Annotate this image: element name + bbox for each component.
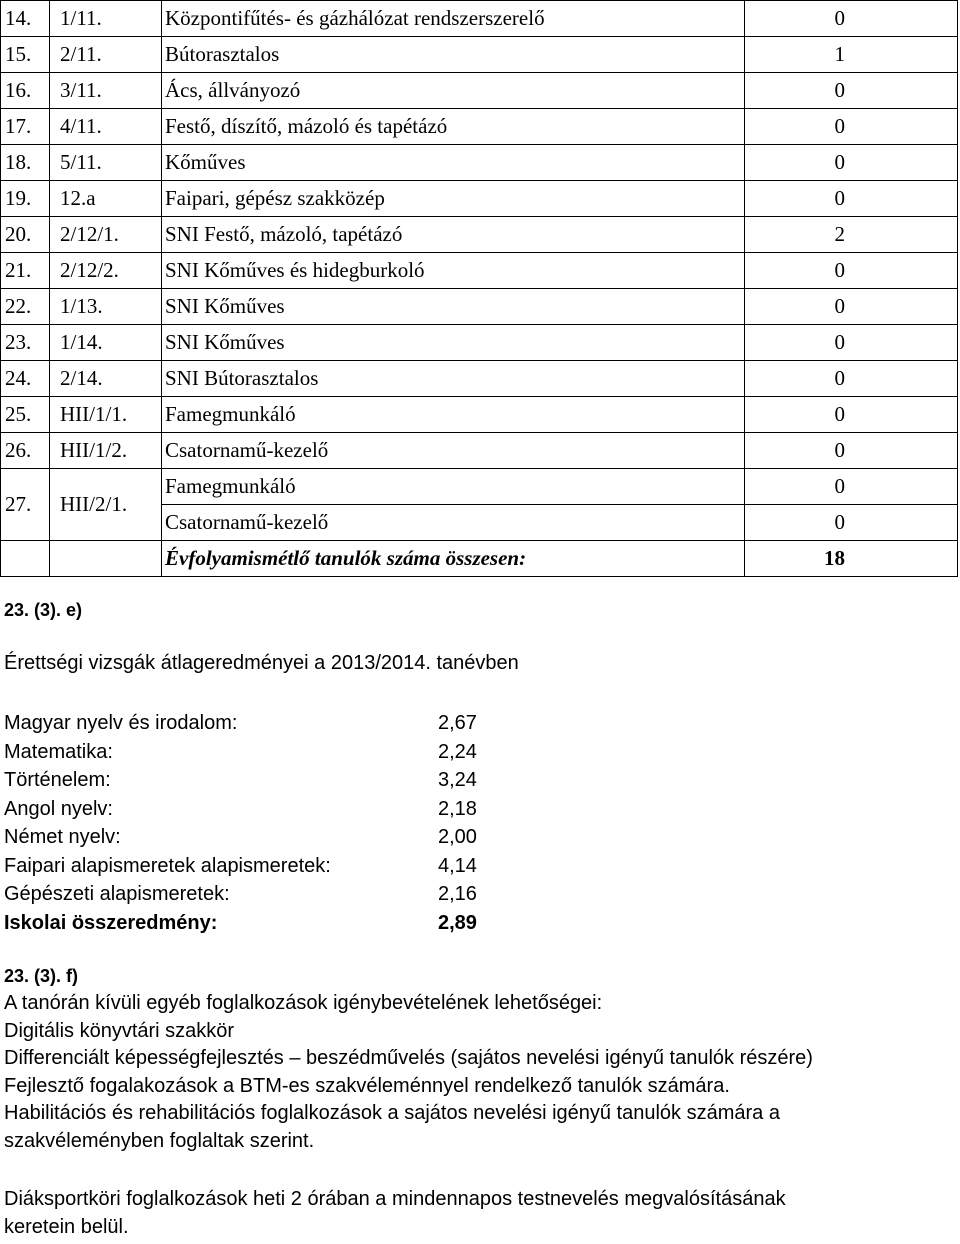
trade-name: Kőműves (162, 145, 745, 181)
table-row (1, 73, 958, 109)
subject-average: 2,18 (438, 797, 477, 820)
text-line: A tanórán kívüli egyéb foglalkozások igénybevételének lehetőségei: (4, 992, 603, 1014)
text-line: Habilitációs és rehabilitációs foglalkozások a sajátos nevelési igényű tanulók számára a (4, 1102, 780, 1124)
total-value: 18 (745, 541, 958, 577)
table-row (1, 433, 958, 469)
class-code: 1/11. (50, 1, 162, 37)
class-code: HII/1/2. (50, 433, 162, 469)
total-row (1, 541, 958, 577)
subject-label: Német nyelv: (4, 826, 121, 848)
row-number: 14. (1, 1, 50, 37)
row-number: 26. (1, 433, 50, 469)
class-code: 2/11. (50, 37, 162, 73)
sports-paragraph (4, 1188, 786, 1244)
empty-cell (1, 541, 50, 577)
class-code: 5/11. (50, 145, 162, 181)
repeater-count: 0 (745, 109, 958, 145)
subject-average: 2,16 (438, 883, 477, 905)
section-f-heading: 23. (3). f) (4, 966, 79, 986)
row-number: 27. (1, 469, 50, 541)
trade-name: Bútorasztalos (162, 37, 745, 73)
row-number: 20. (1, 217, 50, 253)
row-number: 15. (1, 37, 50, 73)
repeater-count: 0 (745, 73, 958, 109)
class-code: 2/14. (50, 361, 162, 397)
table-row (1, 325, 958, 361)
repeater-count: 0 (745, 361, 958, 397)
empty-cell (50, 541, 162, 577)
subject-average: 2,24 (438, 740, 477, 763)
row-number: 24. (1, 361, 50, 397)
text-line: Diáksportköri foglalkozások heti 2 órában a mindennapos testnevelés megvalósításának (4, 1188, 786, 1210)
text-line: Fejlesztő fogalakozások a BTM-es szakvéleménnyel rendelkező tanulók számára. (4, 1074, 730, 1097)
trade-name: Ács, állványozó (162, 73, 745, 109)
class-code: 4/11. (50, 109, 162, 145)
class-code: HII/1/1. (50, 397, 162, 433)
repeater-count: 2 (745, 217, 958, 253)
table-row (1, 253, 958, 289)
table-row (1, 181, 958, 217)
repeater-count: 0 (745, 433, 958, 469)
table-row (1, 397, 958, 433)
trade-name: SNI Kőműves (162, 289, 745, 325)
row-number: 22. (1, 289, 50, 325)
subject-label: Történelem: (4, 769, 111, 791)
trade-name: Központifűtés- és gázhálózat rendszerszerelő (162, 1, 745, 37)
subject-average: 2,67 (438, 712, 477, 734)
row-number: 25. (1, 397, 50, 433)
row-number: 23. (1, 325, 50, 361)
table-row (1, 109, 958, 145)
subject-label: Faipari alapismeretek alapismeretek: (4, 854, 331, 877)
repeater-count: 0 (745, 145, 958, 181)
subject-average: 3,24 (438, 769, 477, 791)
trade-name: SNI Kőműves (162, 325, 745, 361)
subject-label: Iskolai összeredmény: (4, 911, 218, 934)
class-code: 1/14. (50, 325, 162, 361)
table-row (1, 469, 958, 505)
trade-name: Famegmunkáló (162, 469, 745, 505)
repeater-count: 0 (745, 181, 958, 217)
table-row (1, 361, 958, 397)
subject-label: Gépészeti alapismeretek: (4, 883, 230, 905)
trade-name: SNI Bútorasztalos (162, 361, 745, 397)
text-line: szakvéleményben foglaltak szerint. (4, 1129, 315, 1152)
class-code: HII/2/1. (50, 469, 162, 541)
trade-name: SNI Festő, mázoló, tapétázó (162, 217, 745, 253)
text-line: keretein belül. (4, 1216, 129, 1238)
repeater-count: 0 (745, 397, 958, 433)
table-row (1, 145, 958, 181)
total-label: Évfolyamismétlő tanulók száma összesen: (162, 541, 745, 577)
trade-name: Famegmunkáló (162, 397, 745, 433)
subject-label: Angol nyelv: (4, 797, 113, 820)
row-number: 17. (1, 109, 50, 145)
subject-label: Matematika: (4, 740, 113, 763)
class-code: 1/13. (50, 289, 162, 325)
text-line: Differenciált képességfejlesztés – beszédművelés (sajátos nevelési igényű tanulók részére) (4, 1047, 813, 1069)
text-line: Digitális könyvtári szakkör (4, 1019, 235, 1042)
repeater-count: 0 (745, 1, 958, 37)
trade-name: Csatornamű-kezelő (162, 505, 745, 541)
trade-name: Faipari, gépész szakközép (162, 181, 745, 217)
row-number: 18. (1, 145, 50, 181)
table-row (1, 1, 958, 37)
repeater-count: 0 (745, 469, 958, 505)
subject-average: 2,89 (438, 911, 477, 934)
section-e-title: Érettségi vizsgák átlageredményei a 2013/2014. tanévben (4, 652, 519, 674)
row-number: 19. (1, 181, 50, 217)
row-number: 16. (1, 73, 50, 109)
table-row (1, 289, 958, 325)
subject-average: 4,14 (438, 854, 477, 877)
row-number: 21. (1, 253, 50, 289)
trade-name: Csatornamű-kezelő (162, 433, 745, 469)
subject-average: 2,00 (438, 826, 477, 848)
repeater-count: 0 (745, 253, 958, 289)
repeater-count: 0 (745, 505, 958, 541)
trade-name: SNI Kőműves és hidegburkoló (162, 253, 745, 289)
repeating-students-table (0, 0, 958, 577)
repeater-count: 1 (745, 37, 958, 73)
class-code: 2/12/2. (50, 253, 162, 289)
repeater-count: 0 (745, 289, 958, 325)
extracurricular-list (4, 992, 813, 1157)
table-row (1, 37, 958, 73)
trade-name: Festő, díszítő, mázoló és tapétázó (162, 109, 745, 145)
repeater-count: 0 (745, 325, 958, 361)
table-row (1, 217, 958, 253)
class-code: 2/12/1. (50, 217, 162, 253)
class-code: 12.a (50, 181, 162, 217)
subject-label: Magyar nyelv és irodalom: (4, 712, 238, 734)
class-code: 3/11. (50, 73, 162, 109)
section-e-heading: 23. (3). e) (4, 600, 83, 620)
